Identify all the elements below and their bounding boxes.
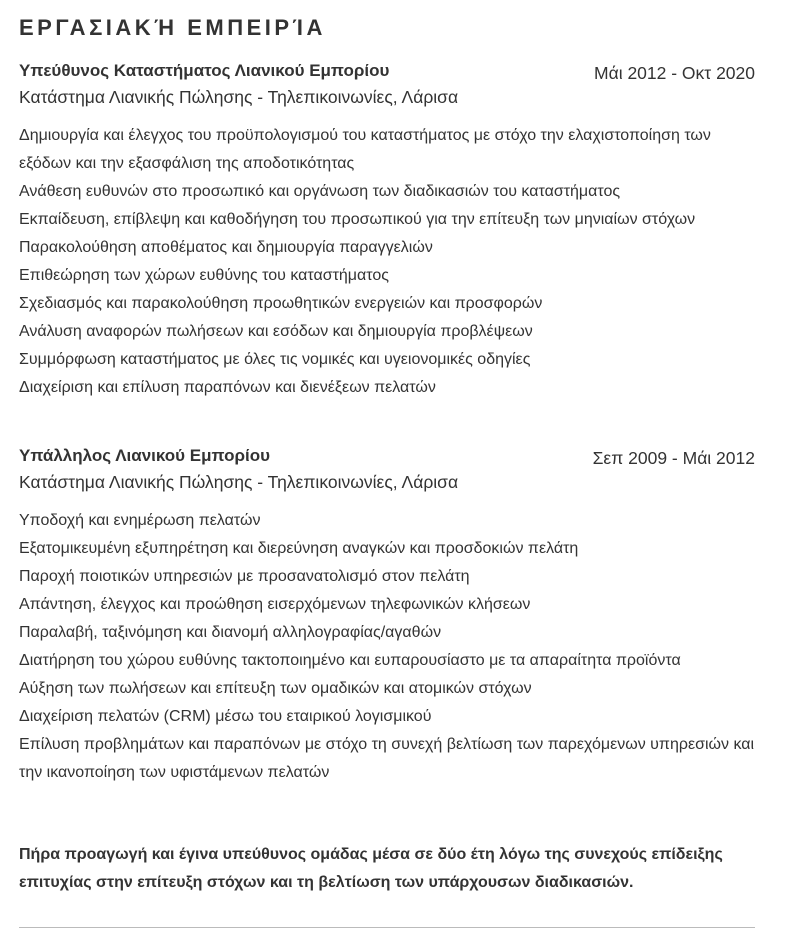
duty-item: Ανάθεση ευθυνών στο προσωπικό και οργάνωση των διαδικασιών του καταστήματος	[19, 183, 621, 200]
duty-item: Εκπαίδευση, επίβλεψη και καθοδήγηση του προσωπικού για την επίτευξη των μηνιαίων στόχων	[19, 211, 696, 228]
job-header	[19, 444, 755, 468]
duty-item: Επίλυση προβλημάτων και παραπόνων με στόχο τη συνεχή βελτίωση των παρεχόμενων υπηρεσιών και την ικανοποίηση των υφιστάμενων πελατών	[19, 736, 755, 781]
duty-item: Εξατομικευμένη εξυπηρέτηση και διερεύνηση αναγκών και προσδοκιών πελάτη	[19, 540, 579, 557]
duties-list	[19, 122, 755, 402]
duty-item: Δημιουργία και έλεγχος του προϋπολογισμού του καταστήματος με στόχο την ελαχιστοποίηση των εξόδων και την εξασφάλιση της αποδοτικότητας	[19, 127, 711, 172]
duty-item: Παρακολούθηση αποθέματος και δημιουργία παραγγελιών	[19, 239, 433, 256]
achievement-summary: Πήρα προαγωγή και έγινα υπεύθυνος ομάδας μέσα σε δύο έτη λόγω της συνεχούς επίδειξης επιτυχίας στην επίτευξη στόχων και τη βελτίωση των υπάρχουσων διαδικασιών.	[19, 846, 723, 891]
duty-item: Διαχείριση πελατών (CRM) μέσω του εταιρικού λογισμικού	[19, 708, 432, 725]
duty-item: Απάντηση, έλεγχος και προώθηση εισερχόμενων τηλεφωνικών κλήσεων	[19, 596, 531, 613]
job-dates: Σεπ 2009 - Μάι 2012	[592, 448, 755, 468]
duty-item: Συμμόρφωση καταστήματος με όλες τις νομικές και υγειονομικές οδηγίες	[19, 351, 531, 368]
duties-list	[19, 507, 755, 787]
duty-item: Σχεδιασμός και παρακολούθηση προωθητικών ενεργειών και προσφορών	[19, 295, 543, 312]
duty-item: Διαχείριση και επίλυση παραπόνων και διενέξεων πελατών	[19, 379, 436, 396]
job-dates: Μάι 2012 - Οκτ 2020	[594, 63, 755, 83]
job-entry-store-manager	[19, 59, 755, 402]
duty-item: Υποδοχή και ενημέρωση πελατών	[19, 512, 261, 529]
duty-item: Αύξηση των πωλήσεων και επίτευξη των ομαδικών και ατομικών στόχων	[19, 680, 532, 697]
section-title: ΕΡΓΑΣΙΑΚΉ ΕΜΠΕΙΡΊΑ	[19, 15, 326, 40]
job-title: Υπεύθυνος Καταστήματος Λιανικού Εμπορίου	[19, 61, 390, 80]
job-title: Υπάλληλος Λιανικού Εμπορίου	[19, 446, 270, 465]
duty-item: Επιθεώρηση των χώρων ευθύνης του καταστήματος	[19, 267, 389, 284]
divider	[19, 927, 755, 928]
job-header	[19, 59, 755, 83]
job-company: Κατάστημα Λιανικής Πώλησης - Τηλεπικοινωνίες, Λάρισα	[19, 472, 459, 492]
job-entry-retail-clerk	[19, 444, 755, 787]
duty-item: Ανάλυση αναφορών πωλήσεων και εσόδων και δημιουργία προβλέψεων	[19, 323, 533, 340]
duty-item: Διατήρηση του χώρου ευθύνης τακτοποιημένο και ευπαρουσίαστο με τα απαραίτητα προϊόντα	[19, 652, 681, 669]
job-company: Κατάστημα Λιανικής Πώλησης - Τηλεπικοινωνίες, Λάρισα	[19, 87, 459, 107]
duty-item: Παροχή ποιοτικών υπηρεσιών με προσανατολισμό στον πελάτη	[19, 568, 470, 585]
duty-item: Παραλαβή, ταξινόμηση και διανομή αλληλογραφίας/αγαθών	[19, 624, 442, 641]
